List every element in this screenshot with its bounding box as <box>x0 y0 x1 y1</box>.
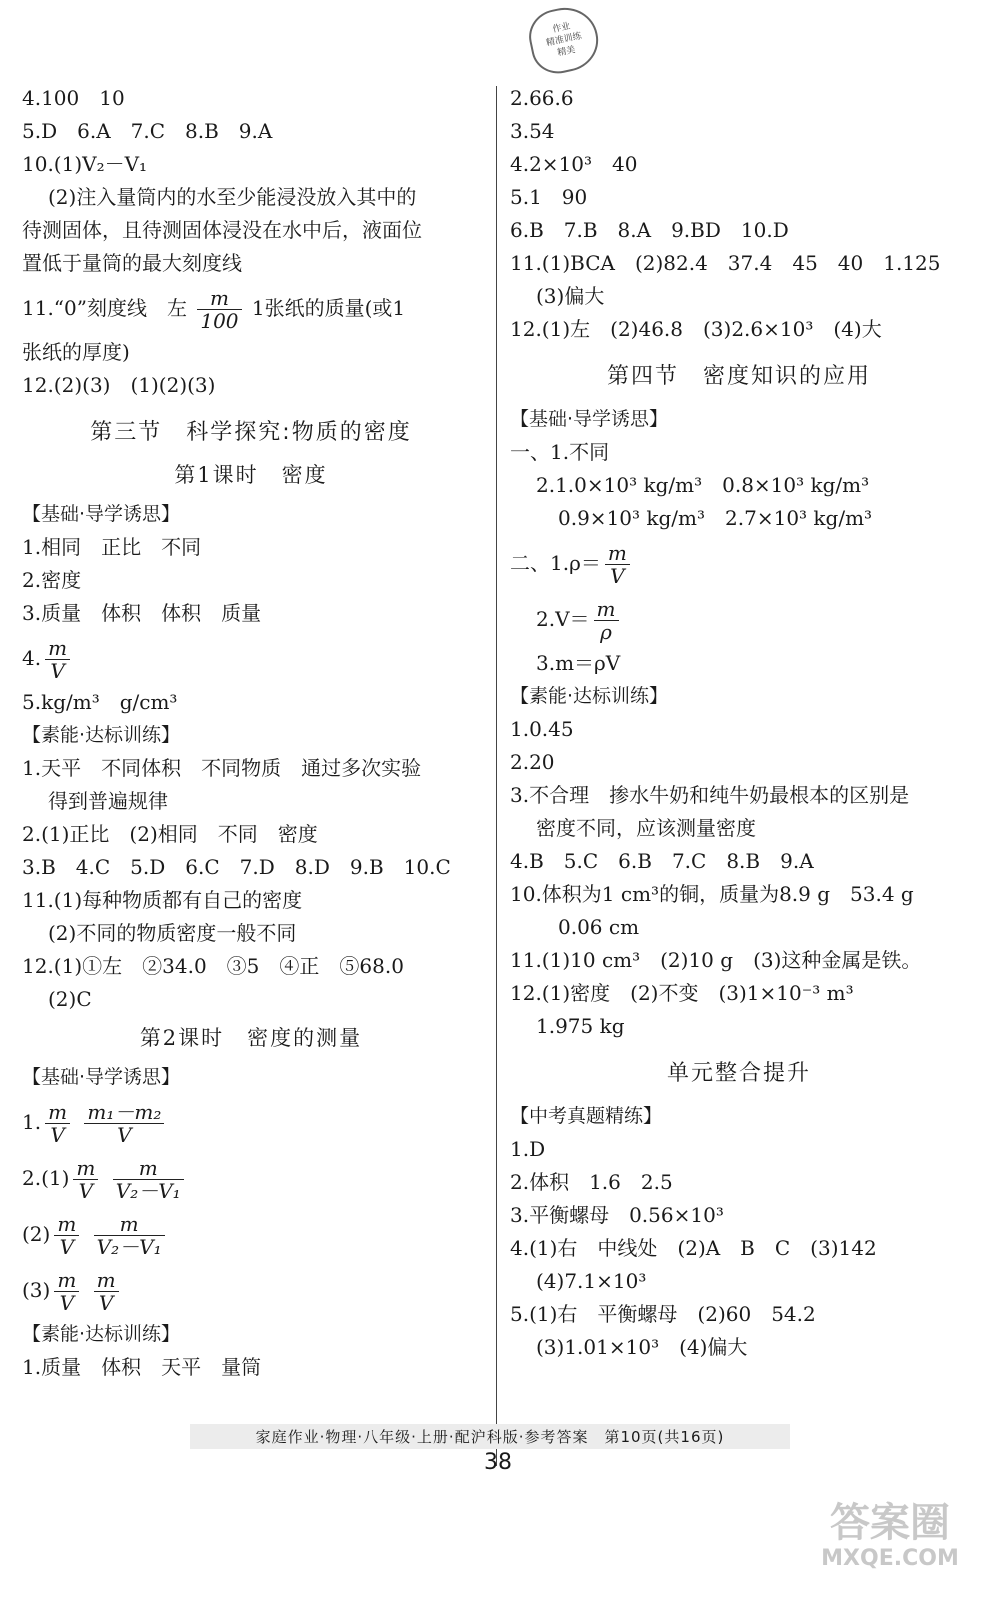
numerator: m <box>94 1269 119 1292</box>
fraction <box>45 1101 70 1146</box>
answer-line: (2)C <box>48 987 92 1011</box>
answer-text: 二、1.ρ＝ <box>510 551 601 575</box>
answer-line: 4.2×10³ 40 <box>510 152 638 176</box>
answer-text: 2.(1) <box>22 1166 70 1190</box>
answer-line: 10.(1)V₂－V₁ <box>22 152 148 176</box>
answer-text: 4. <box>22 646 42 670</box>
section-title: 第三节 科学探究:物质的密度 <box>90 420 412 445</box>
lesson-title: 第1课时 密度 <box>174 463 328 487</box>
answer-text: 1. <box>22 1110 42 1134</box>
denominator: V₂－V₁ <box>96 1235 162 1259</box>
answer-line: 3.m＝ρV <box>536 651 621 675</box>
answer-line: 3.B 4.C 5.D 6.C 7.D 8.D 9.B 10.C <box>22 855 451 879</box>
answer-line: 2.(1)正比 (2)相同 不同 密度 <box>22 822 318 846</box>
answer-line: 张纸的厚度) <box>22 340 130 364</box>
denominator: V <box>117 1123 132 1147</box>
answer-line: 5.(1)右 平衡螺母 (2)60 54.2 <box>510 1302 816 1326</box>
box-heading: 【中考真题精练】 <box>510 1105 663 1127</box>
answer-line: 1.0.45 <box>510 717 574 741</box>
answer-line: 6.B 7.B 8.A 9.BD 10.D <box>510 218 789 242</box>
answer-line: (4)7.1×10³ <box>536 1269 647 1293</box>
answer-line: 2.20 <box>510 750 555 774</box>
fraction <box>84 1101 164 1146</box>
answer-line <box>22 1094 480 1150</box>
section-title: 单元整合提升 <box>666 1061 811 1086</box>
answer-line: 5.kg/m³ g/cm³ <box>22 690 178 714</box>
section-title: 第四节 密度知识的应用 <box>606 364 871 389</box>
denominator: V <box>78 1179 94 1203</box>
box-heading: 【基础·导学诱思】 <box>22 1066 181 1088</box>
answer-text: (3) <box>22 1278 51 1302</box>
answer-line: 5.D 6.A 7.C 8.B 9.A <box>22 119 273 143</box>
fraction <box>594 598 619 643</box>
answer-line: 10.体积为1 cm³的铜，质量为8.9 g 53.4 g <box>510 882 914 906</box>
fraction <box>113 1157 184 1202</box>
denominator: V₂－V₁ <box>115 1179 181 1203</box>
answer-line: 12.(1)①左 ②34.0 ③5 ④正 ⑤68.0 <box>22 954 404 978</box>
box-heading: 【基础·导学诱思】 <box>22 503 181 525</box>
watermark-text: 答案圈 <box>830 1500 950 1546</box>
numerator: m <box>113 1157 184 1180</box>
numerator: m <box>605 542 630 565</box>
answer-line: 1.相同 正比 不同 <box>22 535 202 559</box>
answer-line: 2.密度 <box>22 568 82 592</box>
denominator: ρ <box>600 620 612 644</box>
answer-line: 0.9×10³ kg/m³ 2.7×10³ kg/m³ <box>558 506 873 530</box>
answer-line: 2.66.6 <box>510 86 574 110</box>
left-column <box>22 82 480 1384</box>
answer-line <box>22 630 480 686</box>
box-heading: 【基础·导学诱思】 <box>510 408 669 430</box>
answer-text: 11.“0”刻度线 左 <box>22 296 187 320</box>
numerator: m <box>54 1269 79 1292</box>
answer-line: 2.1.0×10³ kg/m³ 0.8×10³ kg/m³ <box>536 473 870 497</box>
box-heading: 【素能·达标训练】 <box>510 685 669 707</box>
answer-text: 2.V＝ <box>536 607 590 631</box>
answer-line <box>22 1262 480 1318</box>
answer-line: 0.06 cm <box>558 915 640 939</box>
answer-line: 密度不同，应该测量密度 <box>536 816 756 840</box>
fraction <box>197 287 241 332</box>
answer-line: 一、1.不同 <box>510 440 610 464</box>
answer-line: 11.(1)10 cm³ (2)10 g (3)这种金属是铁。 <box>510 948 922 972</box>
page-number: 38 <box>484 1450 512 1475</box>
watermark-logo <box>800 1500 980 1580</box>
numerator: m <box>197 287 241 310</box>
denominator: V <box>59 1235 75 1259</box>
denominator: V <box>50 659 65 683</box>
answer-line: 12.(1)密度 (2)不变 (3)1×10⁻³ m³ <box>510 981 854 1005</box>
denominator: V <box>50 1123 65 1147</box>
box-heading: 【素能·达标训练】 <box>22 1323 181 1345</box>
stamp-line: 精美 <box>556 44 577 59</box>
fraction <box>54 1269 79 1314</box>
fraction <box>94 1213 165 1258</box>
numerator: m <box>73 1157 98 1180</box>
answer-line: 4.(1)右 中线处 (2)A B C (3)142 <box>510 1236 877 1260</box>
lesson-title: 第2课时 密度的测量 <box>139 1026 363 1050</box>
answer-line <box>510 591 968 647</box>
numerator: m <box>54 1213 79 1236</box>
denominator: V <box>610 564 625 588</box>
answer-line: 12.(1)左 (2)46.8 (3)2.6×10³ (4)大 <box>510 317 882 341</box>
answer-line: 3.质量 体积 体积 质量 <box>22 601 262 625</box>
answer-line: 置低于量筒的最大刻度线 <box>22 251 242 275</box>
denominator: 100 <box>200 309 239 333</box>
stamp-line: 精准训练 <box>545 31 583 49</box>
numerator: m₁－m₂ <box>84 1101 164 1124</box>
answer-line: 1.质量 体积 天平 量筒 <box>22 1355 262 1379</box>
answer-line: 12.(2)(3) (1)(2)(3) <box>22 373 216 397</box>
answer-line: 得到普遍规律 <box>48 789 168 813</box>
answer-line <box>22 1206 480 1262</box>
numerator: m <box>45 1101 70 1124</box>
answer-line: 1.天平 不同体积 不同物质 通过多次实验 <box>22 756 422 780</box>
answer-line: 2.体积 1.6 2.5 <box>510 1170 673 1194</box>
answer-line <box>510 535 968 591</box>
answer-line: 4.100 10 <box>22 86 125 110</box>
stamp-line: 作业 <box>551 21 572 36</box>
fraction <box>45 637 70 682</box>
answer-line: 5.1 90 <box>510 185 588 209</box>
box-heading: 【素能·达标训练】 <box>22 724 181 746</box>
answer-line: (2)注入量筒内的水至少能浸没放入其中的 <box>48 185 417 209</box>
answer-text: (2) <box>22 1222 51 1246</box>
fraction <box>54 1213 79 1258</box>
fraction <box>73 1157 98 1202</box>
answer-line: 1.D <box>510 1137 546 1161</box>
fraction <box>94 1269 119 1314</box>
denominator: V <box>59 1291 75 1315</box>
answer-line: 11.(1)每种物质都有自己的密度 <box>22 888 303 912</box>
answer-line: (3)偏大 <box>536 284 605 308</box>
page-footer: 家庭作业·物理·八年级·上册·配沪科版·参考答案 第10页(共16页) <box>190 1424 790 1449</box>
answer-line: 待测固体，且待测固体浸没在水中后，液面位 <box>22 218 422 242</box>
answer-line <box>22 1150 480 1206</box>
logo-stamp <box>524 2 604 79</box>
answer-text: 1张纸的质量(或1 <box>251 296 406 320</box>
answer-line: 1.975 kg <box>536 1014 625 1038</box>
answer-line: 4.B 5.C 6.B 7.C 8.B 9.A <box>510 849 814 873</box>
answer-line <box>22 280 480 336</box>
fraction <box>605 542 630 587</box>
answer-line: 3.54 <box>510 119 555 143</box>
numerator: m <box>594 598 619 621</box>
answer-line: (3)1.01×10³ (4)偏大 <box>536 1335 748 1359</box>
column-divider <box>496 86 497 1466</box>
answer-line: 3.平衡螺母 0.56×10³ <box>510 1203 724 1227</box>
answer-line: 11.(1)BCA (2)82.4 37.4 45 40 1.125 <box>510 251 941 275</box>
numerator: m <box>45 637 70 660</box>
answer-line: 3.不合理 掺水牛奶和纯牛奶最根本的区别是 <box>510 783 910 807</box>
numerator: m <box>94 1213 165 1236</box>
watermark-url: MXQE.COM <box>821 1546 959 1571</box>
denominator: V <box>98 1291 114 1315</box>
answer-line: (2)不同的物质密度一般不同 <box>48 921 297 945</box>
right-column <box>510 82 968 1364</box>
